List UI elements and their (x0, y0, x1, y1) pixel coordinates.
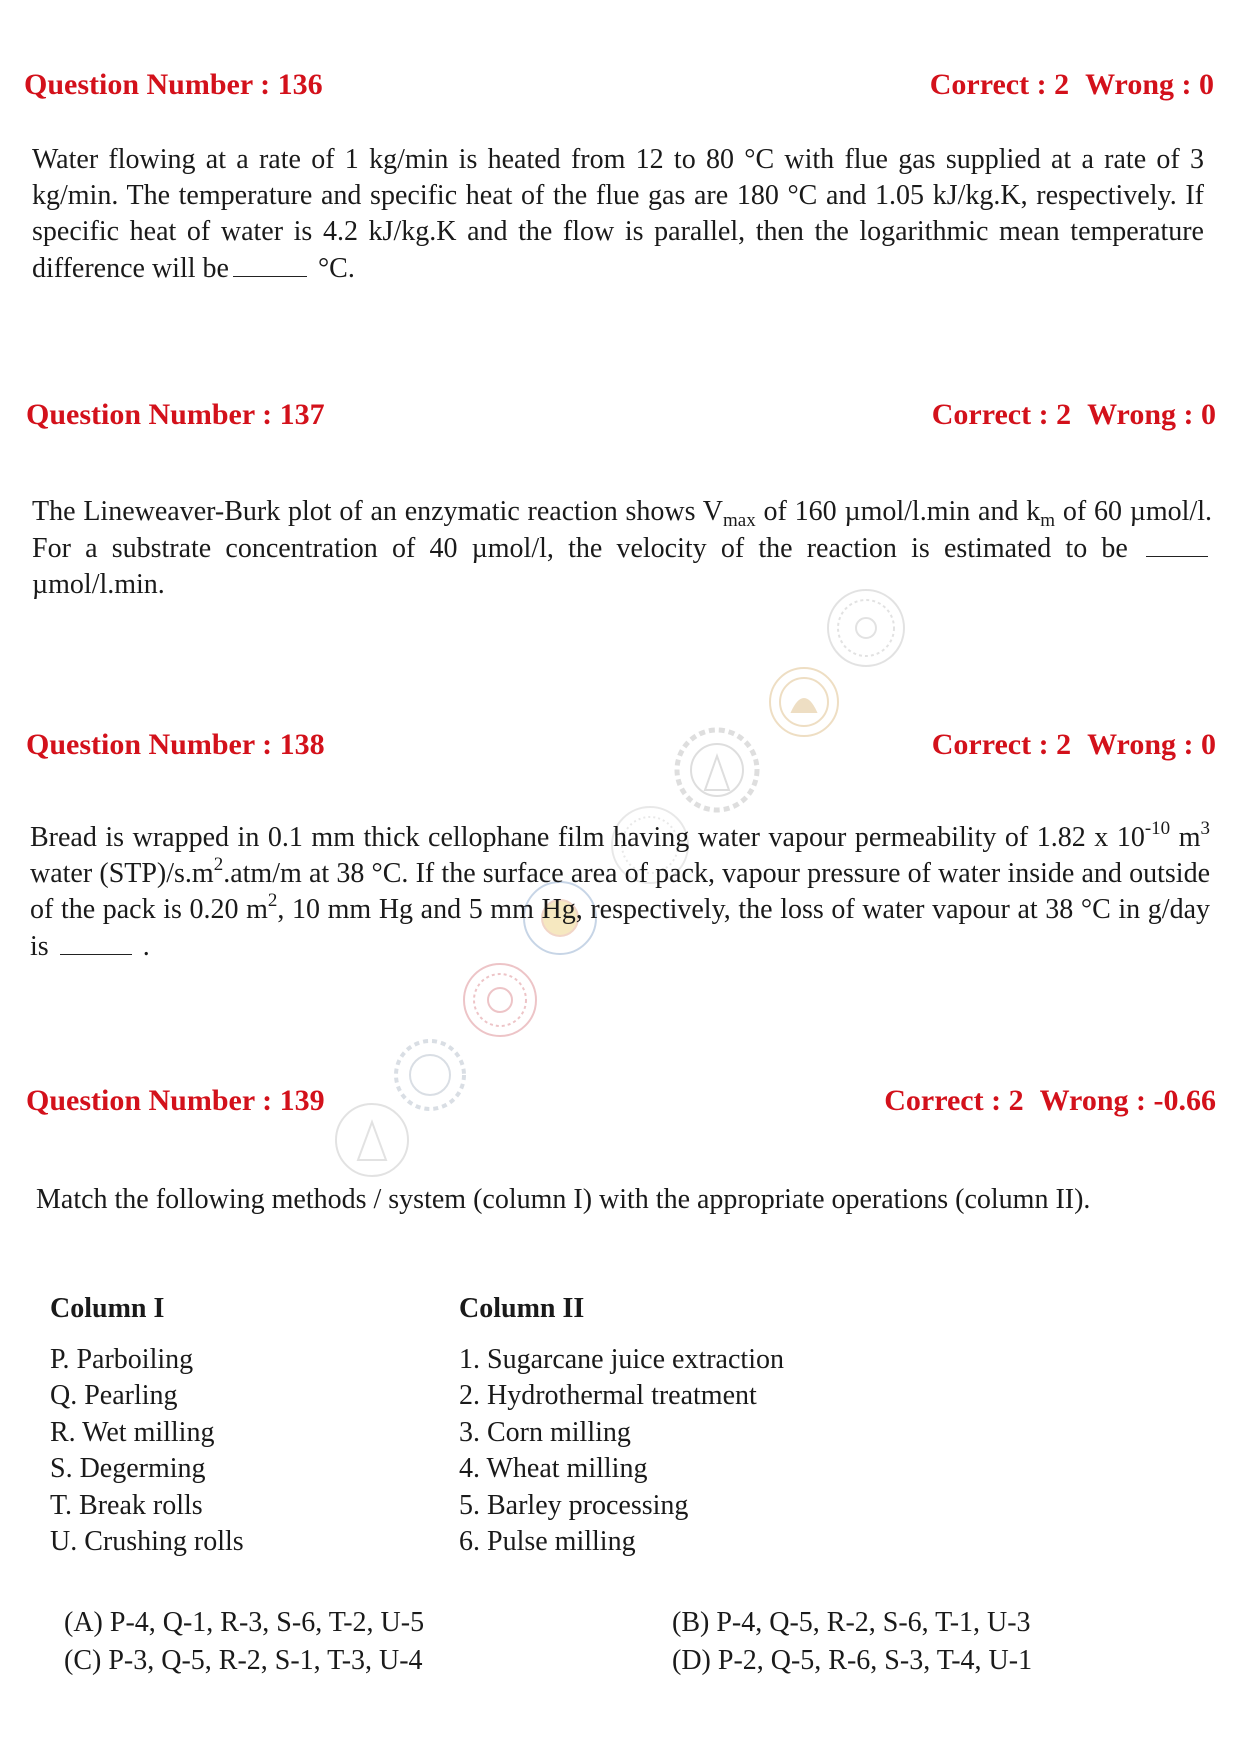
answer-unit: °C. (317, 253, 355, 284)
list-item: R. Wet milling (50, 1416, 215, 1448)
correct-marks: Correct : 2 (884, 1084, 1024, 1117)
seal-icon (464, 964, 536, 1036)
answer-blank (60, 928, 132, 955)
list-item: Q. Pearling (50, 1380, 178, 1411)
column-header: Column II (459, 1293, 585, 1324)
correct-marks: Correct : 2 (929, 68, 1070, 101)
superscript: -10 (1144, 818, 1171, 839)
list-item: T. Break rolls (50, 1489, 203, 1521)
wrong-marks: Wrong : 0 (1085, 68, 1214, 101)
wrong-marks: Wrong : 0 (1087, 728, 1216, 761)
marking-scheme (932, 728, 1216, 762)
question-text-139: Match the following methods / system (column I) with the appropriate operations (column II). (36, 1184, 1091, 1215)
superscript: 2 (267, 890, 278, 911)
column-header: Column I (50, 1293, 165, 1324)
superscript: 2 (213, 854, 224, 875)
marking-scheme (930, 68, 1214, 102)
superscript: 3 (1200, 818, 1211, 839)
question-number: Question Number : 136 (24, 68, 323, 101)
option-a: (A) P-4, Q-1, R-3, S-6, T-2, U-5 (64, 1607, 425, 1638)
list-item: S. Degerming (50, 1453, 206, 1484)
question-text: . (142, 931, 150, 962)
question-text-137 (32, 494, 1212, 603)
option-b: (B) P-4, Q-5, R-2, S-6, T-1, U-3 (672, 1607, 1031, 1638)
question-text: of 60 µmol/l. For a substrate concentration of 40 µmol/l, the velocity of the reaction is estimated to be (32, 496, 1213, 564)
question-number: Question Number : 138 (26, 728, 325, 761)
option-c: (C) P-3, Q-5, R-2, S-1, T-3, U-4 (64, 1645, 423, 1676)
wrong-marks: Wrong : 0 (1087, 398, 1216, 431)
subscript: m (1040, 510, 1056, 531)
list-item: 5. Barley processing (459, 1489, 689, 1521)
question-text-136 (32, 142, 1204, 287)
subscript: max (723, 510, 756, 531)
question-number: Question Number : 137 (26, 398, 325, 431)
column-two (459, 1291, 784, 1561)
option-d: (D) P-2, Q-5, R-6, S-3, T-4, U-1 (672, 1645, 1033, 1676)
question-header-139 (26, 1084, 1216, 1124)
list-item: 6. Pulse milling (459, 1526, 636, 1557)
correct-marks: Correct : 2 (931, 398, 1072, 431)
question-text: , 10 mm Hg and 5 mm Hg, respectively, the loss of water vapour at 38 °C in g/day is (30, 894, 1211, 962)
question-text: .atm/m at 38 °C. If the surface area of pack, vapour pressure of water inside and outside of the pack is 0.20 m (30, 858, 1211, 925)
list-item: 3. Corn milling (459, 1416, 631, 1448)
answer-blank (233, 250, 307, 277)
question-text: of 160 µmol/l.min and k (763, 496, 1041, 527)
question-text-138 (30, 820, 1210, 965)
answer-unit: µmol/l.min. (32, 569, 165, 600)
list-item: U. Crushing rolls (50, 1526, 244, 1557)
question-header-136 (24, 68, 1214, 108)
question-number: Question Number : 139 (26, 1084, 325, 1117)
question-text: Water flowing at a rate of 1 kg/min is heated from 12 to 80 °C with flue gas supplied at a rate of 3 kg/min. The temperature and specific heat of the flue gas are 180 °C and 1.05 kJ/kg.K, respectively. If specific heat of water is 4.2 kJ/kg.K and the flow is parallel, then the logarithmic mean temperature difference will be (32, 144, 1204, 284)
question-header-138 (26, 728, 1216, 768)
question-header-137 (26, 398, 1216, 438)
list-item: 4. Wheat milling (459, 1453, 648, 1484)
question-text: m (1178, 822, 1201, 853)
seal-icon (770, 668, 838, 736)
question-text: water (STP)/s.m (30, 858, 214, 889)
marking-scheme (884, 1084, 1216, 1118)
list-item: 1. Sugarcane juice extraction (459, 1343, 784, 1375)
list-item: 2. Hydrothermal treatment (459, 1380, 757, 1411)
answer-blank (1146, 530, 1208, 557)
question-text: Bread is wrapped in 0.1 mm thick cellophane film having water vapour permeability of 1.82 x 10 (30, 822, 1145, 853)
question-text: The Lineweaver-Burk plot of an enzymatic reaction shows V (32, 496, 724, 527)
wrong-marks: Wrong : -0.66 (1039, 1084, 1216, 1117)
correct-marks: Correct : 2 (931, 728, 1072, 761)
marking-scheme (932, 398, 1216, 432)
list-item: P. Parboiling (50, 1343, 194, 1375)
column-one (50, 1291, 244, 1561)
